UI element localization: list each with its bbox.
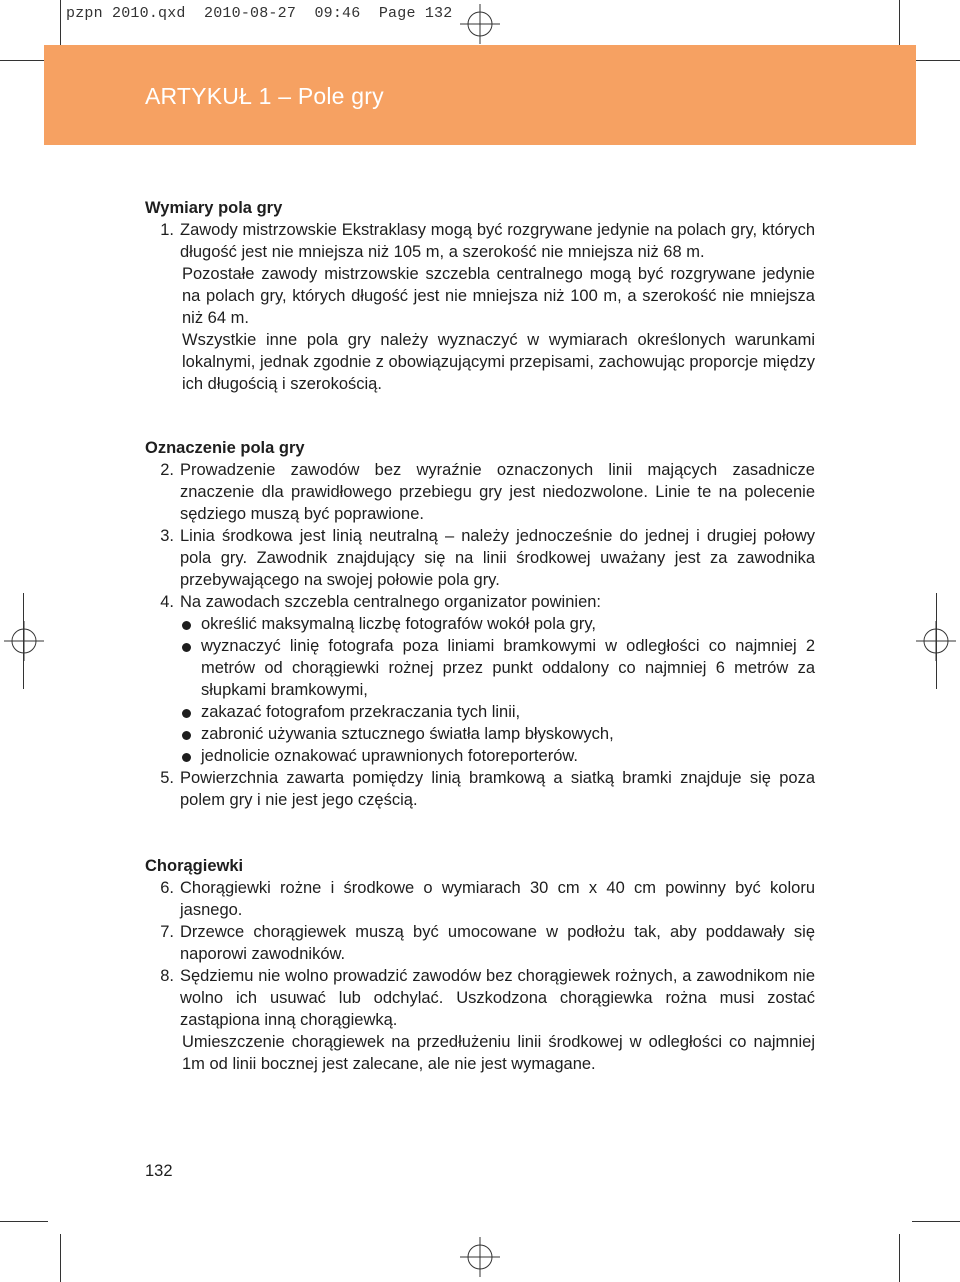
page-number: 132 bbox=[145, 1162, 173, 1180]
article-content bbox=[145, 197, 815, 1075]
rule-text: Zawody mistrzowskie Ekstraklasy mogą być rozgrywane jedynie na polach gry, których długość jest nie mniejsza niż 105 m, a szerokość nie mniejsza niż 68 m. bbox=[180, 221, 815, 261]
rule-number: 6. bbox=[160, 879, 174, 897]
list-item: zakazać fotografom przekraczania tych linii, bbox=[145, 701, 815, 723]
bullet-icon bbox=[182, 731, 191, 740]
rule-number: 2. bbox=[160, 461, 174, 479]
rule-number: 8. bbox=[160, 967, 174, 985]
rule-paragraph: Pozostałe zawody mistrzowskie szczebla centralnego mogą być rozgrywane jedynie na polach gry, których długość jest nie mniejsza niż 100 m, a szerokość nie mniejsza niż 64 m. bbox=[182, 265, 815, 327]
rule-number: 7. bbox=[160, 923, 174, 941]
rule-number: 3. bbox=[160, 527, 174, 545]
rule-text: Na zawodach szczebla centralnego organizator powinien: bbox=[180, 593, 601, 611]
registration-mark-left-icon bbox=[4, 621, 44, 661]
rule-paragraph: Wszystkie inne pola gry należy wyznaczyć w wymiarach określonych warunkami lokalnymi, jednak zgodnie z obowiązującymi przepisami, zachowując proporcje między ich długością i szerokością. bbox=[182, 331, 815, 393]
title-banner bbox=[44, 45, 916, 145]
list-item: zabronić używania sztucznego światła lamp błyskowych, bbox=[145, 723, 815, 745]
side-line-left bbox=[23, 593, 24, 689]
crop-mark-bottom-right-v bbox=[899, 1234, 900, 1282]
bullet-icon bbox=[182, 621, 191, 630]
rule-item bbox=[145, 459, 815, 525]
section-heading: Chorągiewki bbox=[145, 857, 244, 875]
bullet-list bbox=[145, 613, 815, 767]
rule-item bbox=[145, 525, 815, 591]
page-title: ARTYKUŁ 1 – Pole gry bbox=[145, 83, 384, 109]
bullet-icon bbox=[182, 709, 191, 718]
bullet-icon bbox=[182, 753, 191, 762]
bullet-icon bbox=[182, 643, 191, 652]
rule-number: 4. bbox=[160, 593, 174, 611]
rule-item bbox=[145, 877, 815, 921]
rule-text: Chorągiewki rożne i środkowe o wymiarach 30 cm x 40 cm powinny być koloru jasnego. bbox=[180, 879, 815, 919]
crop-mark-top-right-v bbox=[899, 0, 900, 48]
crop-mark-top-left-v bbox=[60, 0, 61, 48]
slug-line: pzpn 2010.qxd 2010-08-27 09:46 Page 132 bbox=[66, 5, 453, 22]
registration-mark-bottom-icon bbox=[460, 1237, 500, 1277]
registration-mark-top-icon bbox=[460, 4, 500, 44]
crop-mark-top-right-h bbox=[912, 60, 960, 61]
rule-text: Prowadzenie zawodów bez wyraźnie oznaczonych linii mających zasadnicze znaczenie dla prawidłowego przebiegu gry jest niedozwolone. Linie te na polecenie sędziego muszą być poprawione. bbox=[180, 461, 815, 523]
rule-number: 5. bbox=[160, 769, 174, 787]
section-heading: Oznaczenie pola gry bbox=[145, 439, 305, 457]
rule-number: 1. bbox=[160, 221, 174, 239]
rule-text: Linia środkowa jest linią neutralną – należy jednocześnie do jednej i drugiej połowy pola gry. Zawodnik znajdujący się na linii środkowej uważany jest za zawodnika przebywającego na swojej połowie pola gry. bbox=[180, 527, 815, 589]
rule-item bbox=[145, 219, 815, 263]
rule-text: Powierzchnia zawarta pomiędzy linią bramkową a siatką bramki znajduje się poza polem gry i nie jest jego częścią. bbox=[180, 769, 815, 809]
crop-mark-bottom-left-v bbox=[60, 1234, 61, 1282]
crop-mark-bottom-right-h bbox=[912, 1221, 960, 1222]
list-item: określić maksymalną liczbę fotografów wokół pola gry, bbox=[145, 613, 815, 635]
rule-paragraph: Umieszczenie chorągiewek na przedłużeniu linii środkowej w odległości co najmniej 1m od linii bocznej jest zalecane, ale nie jest wymagane. bbox=[182, 1033, 815, 1073]
crop-mark-top-left-h bbox=[0, 60, 48, 61]
rule-item bbox=[145, 591, 815, 613]
side-line-right bbox=[936, 593, 937, 689]
section-heading: Wymiary pola gry bbox=[145, 199, 283, 217]
rule-text: Sędziemu nie wolno prowadzić zawodów bez chorągiewek rożnych, a zawodnikom nie wolno ich usuwać lub odchylać. Uszkodzona chorągiewka rożna musi zostać zastąpiona inną chorągiewką. bbox=[180, 967, 815, 1029]
rule-text: Drzewce chorągiewek muszą być umocowane w podłożu tak, aby poddawały się naporowi zawodników. bbox=[180, 923, 815, 963]
rule-item bbox=[145, 767, 815, 811]
list-item: jednolicie oznakować uprawnionych fotoreporterów. bbox=[145, 745, 815, 767]
rule-item bbox=[145, 965, 815, 1031]
crop-mark-bottom-left-h bbox=[0, 1221, 48, 1222]
list-item: wyznaczyć linię fotografa poza liniami bramkowymi w odległości co najmniej 2 metrów od chorągiewki rożnej przez punkt oddalony co najmniej 6 metrów za słupkami bramkowymi, bbox=[145, 635, 815, 701]
rule-item bbox=[145, 921, 815, 965]
